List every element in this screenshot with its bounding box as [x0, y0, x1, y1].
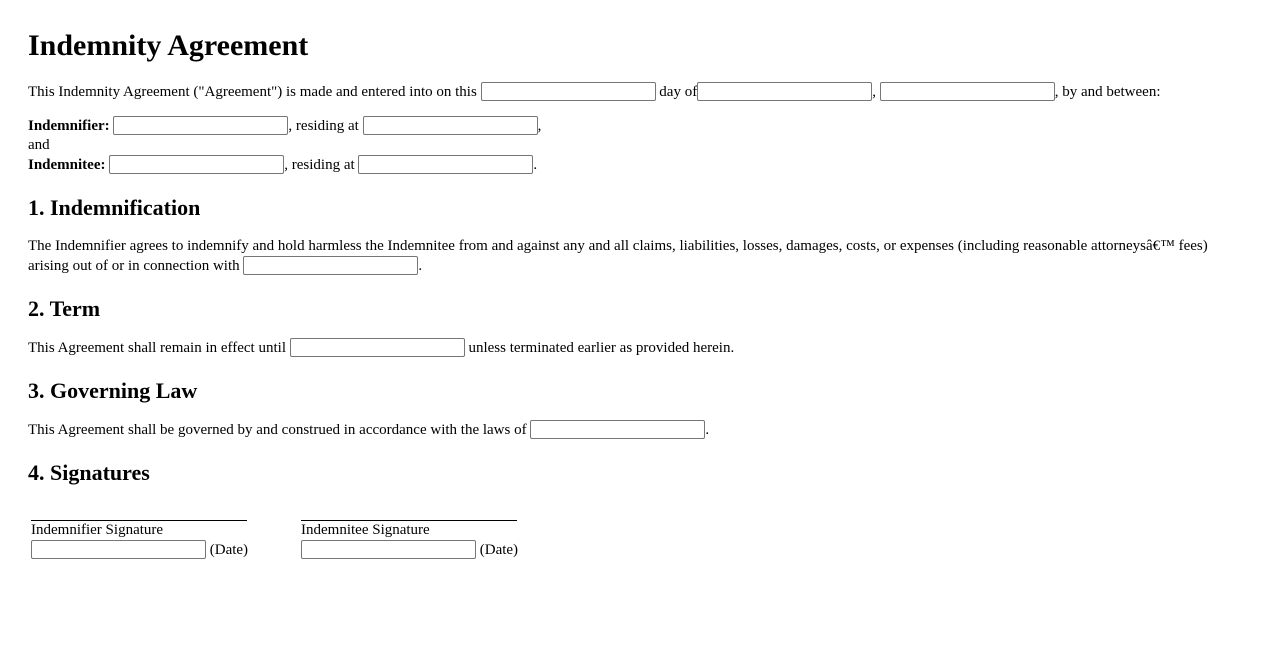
indemnifier-residing-text: , residing at	[288, 118, 359, 134]
day-of-text: day of	[659, 84, 698, 100]
section-2-text: This Agreement shall remain in effect until	[28, 340, 286, 356]
indemnifier-address-input[interactable]	[363, 116, 538, 135]
indemnitee-signature-block	[301, 520, 517, 559]
section-1-paragraph	[28, 237, 1250, 276]
indemnitee-residing-text: , residing at	[284, 157, 355, 173]
section-3-text: This Agreement shall be governed by and construed in accordance with the laws of	[28, 422, 527, 438]
month-input[interactable]	[697, 82, 872, 101]
indemnitee-signature-label: Indemnitee Signature	[301, 522, 430, 538]
indemnifier-comma: ,	[537, 118, 542, 134]
indemnitee-period: .	[533, 157, 538, 173]
comma-text: ,	[872, 84, 876, 100]
indemnitee-address-input[interactable]	[358, 155, 533, 174]
indemnitee-date-row	[301, 540, 517, 559]
intro-text: This Indemnity Agreement ("Agreement") is made and entered into on this	[28, 84, 477, 100]
term-end-input[interactable]	[290, 338, 465, 357]
section-2-heading: 2. Term	[28, 296, 101, 321]
indemnifier-date-input[interactable]	[31, 540, 206, 559]
indemnification-matter-input[interactable]	[243, 256, 418, 275]
indemnifier-row	[28, 116, 1250, 136]
indemnitee-label: Indemnitee:	[28, 157, 106, 173]
page-title: Indemnity Agreement	[28, 29, 309, 62]
indemnifier-name-input[interactable]	[113, 116, 288, 135]
indemnitee-date-label: (Date)	[479, 542, 519, 558]
section-1-period: .	[418, 258, 423, 274]
section-3-heading: 3. Governing Law	[28, 378, 198, 403]
governing-law-input[interactable]	[530, 420, 705, 439]
year-input[interactable]	[880, 82, 1055, 101]
indemnitee-row	[28, 155, 1250, 175]
section-1-text: The Indemnifier agrees to indemnify and hold harmless the Indemnitee from and against any and all claims, liabilities, losses, damages, costs, or expenses (including reasonable attorneysâ€™ fees) arising out of or in connection with	[28, 238, 1208, 274]
by-and-between-text: , by and between:	[1054, 84, 1161, 100]
indemnitee-date-input[interactable]	[301, 540, 476, 559]
intro-paragraph	[28, 82, 1250, 102]
section-2-paragraph	[28, 338, 1250, 358]
indemnifier-label: Indemnifier:	[28, 118, 110, 134]
section-3-period: .	[705, 422, 710, 438]
and-text: and	[28, 137, 50, 153]
day-input[interactable]	[481, 82, 656, 101]
indemnifier-signature-label: Indemnifier Signature	[31, 522, 164, 538]
section-3-paragraph	[28, 420, 1250, 440]
indemnitee-name-input[interactable]	[109, 155, 284, 174]
signatures-row	[28, 520, 1250, 559]
section-2-text-end: unless terminated earlier as provided herein.	[468, 340, 735, 356]
parties-block	[28, 116, 1250, 175]
section-1-heading: 1. Indemnification	[28, 195, 201, 220]
indemnifier-date-row	[31, 540, 247, 559]
section-4-heading: 4. Signatures	[28, 460, 150, 485]
indemnifier-date-label: (Date)	[209, 542, 249, 558]
indemnifier-signature-block	[31, 520, 247, 559]
